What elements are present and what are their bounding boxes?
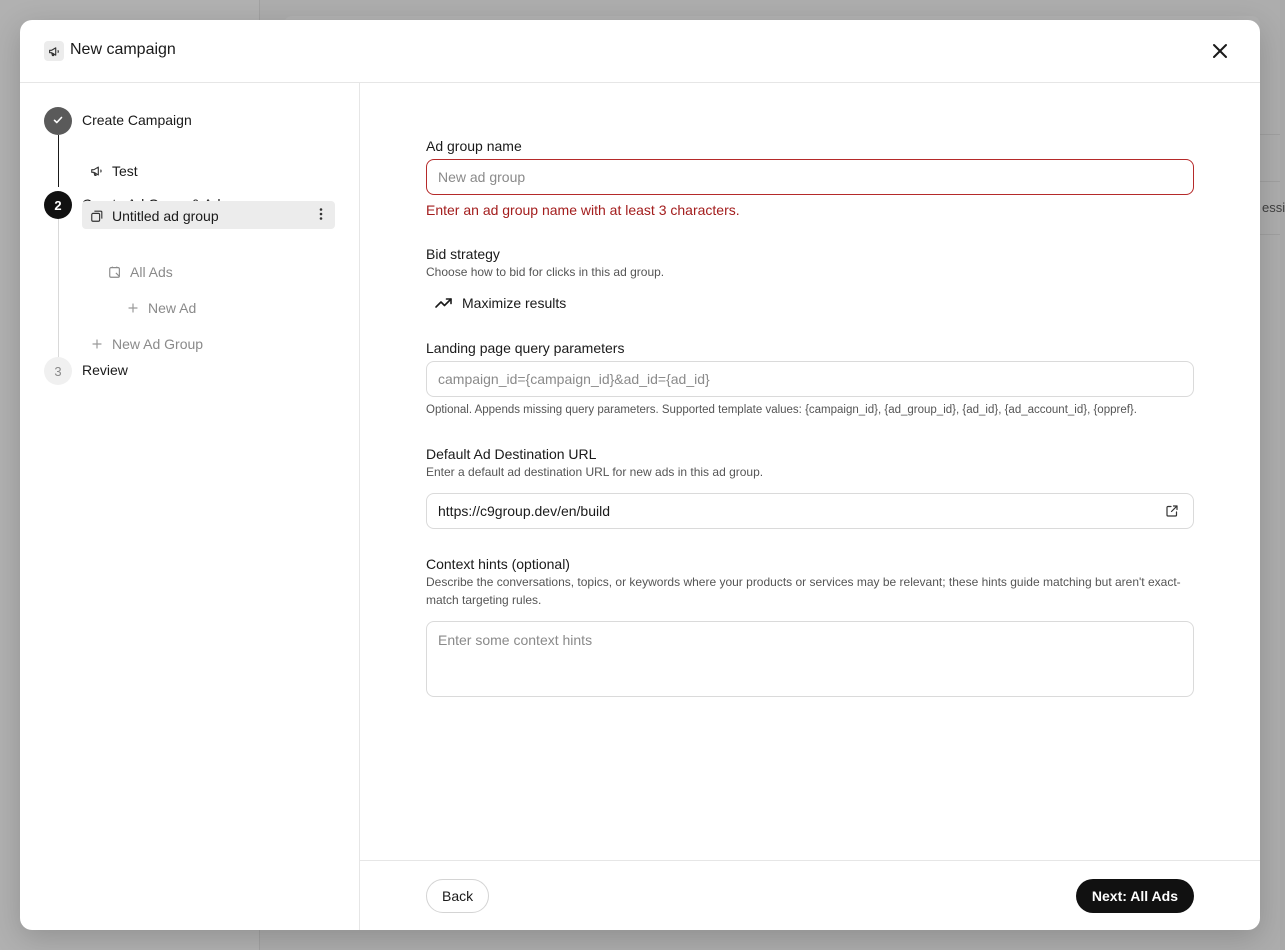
new-ad-label: New Ad: [148, 300, 197, 316]
context-hints-input[interactable]: [426, 621, 1194, 697]
megaphone-icon: [44, 41, 64, 61]
next-button[interactable]: Next: All Ads: [1076, 879, 1194, 913]
ad-group-name-error: Enter an ad group name with at least 3 characters.: [426, 202, 740, 218]
query-params-help: Optional. Appends missing query parameters. Supported template values: {campaign_id}, {ad_group_id}, {ad_id}, {ad_account_id}, {oppref}.: [426, 404, 1137, 416]
new-ad-group-label: New Ad Group: [112, 336, 204, 352]
query-params-label: Landing page query parameters: [426, 340, 625, 356]
destination-url-value: https://c9group.dev/en/build: [438, 503, 611, 519]
all-ads-label: All Ads: [130, 264, 173, 280]
modal-footer: [360, 860, 1260, 930]
more-vertical-icon[interactable]: [316, 207, 326, 226]
close-icon[interactable]: [1208, 39, 1232, 63]
ads-icon: [108, 265, 122, 279]
ad-group-form: [360, 83, 1260, 860]
destination-url-label: Default Ad Destination URL: [426, 446, 597, 462]
sidebar-item-all-ads[interactable]: [108, 264, 173, 280]
modal-header: [20, 20, 1260, 83]
step-3-label[interactable]: Review: [82, 362, 128, 378]
sidebar-item-new-ad-group[interactable]: [90, 336, 203, 352]
bid-strategy-value: Maximize results: [462, 295, 567, 311]
step-number: 2: [54, 197, 62, 213]
step-1-label[interactable]: Create Campaign: [82, 112, 192, 128]
step-1-indicator: [44, 107, 72, 135]
destination-url-field[interactable]: [426, 493, 1194, 529]
stepper-sidebar: [20, 83, 360, 930]
step-2-indicator: [44, 191, 72, 219]
ad-group-icon: [90, 209, 104, 223]
back-button[interactable]: Back: [426, 879, 489, 913]
ad-group-row: [90, 208, 219, 224]
bid-strategy-label: Bid strategy: [426, 246, 500, 262]
sidebar-item-campaign[interactable]: [90, 163, 138, 179]
megaphone-icon: [90, 164, 104, 178]
background-column-label: essi: [1262, 200, 1285, 215]
new-campaign-modal: [20, 20, 1260, 930]
sidebar-item-new-ad[interactable]: [126, 300, 196, 316]
ad-group-label: Untitled ad group: [112, 208, 219, 224]
destination-url-help: Enter a default ad destination URL for new ads in this ad group.: [426, 465, 764, 479]
ad-group-name-input[interactable]: [426, 159, 1194, 195]
trending-up-icon: [434, 296, 454, 310]
step-connector: [58, 219, 59, 357]
checkmark-icon: [52, 114, 64, 129]
plus-icon: [126, 301, 140, 315]
ad-group-name-label: Ad group name: [426, 138, 522, 154]
bid-strategy-help: Choose how to bid for clicks in this ad group.: [426, 265, 665, 279]
query-params-input[interactable]: [426, 361, 1194, 397]
bid-strategy-option[interactable]: [434, 295, 566, 311]
context-hints-label: Context hints (optional): [426, 556, 570, 572]
plus-icon: [90, 337, 104, 351]
step-connector: [58, 135, 59, 187]
step-3-indicator: [44, 357, 72, 385]
modal-title: New campaign: [70, 41, 176, 58]
sidebar-item-label: Test: [112, 163, 138, 179]
step-number: 3: [54, 363, 62, 379]
external-link-icon[interactable]: [1165, 504, 1179, 518]
context-hints-help: Describe the conversations, topics, or keywords where your products or services may be relevant; these hints guide matching but aren't exact-match targeting rules.: [426, 575, 1181, 607]
